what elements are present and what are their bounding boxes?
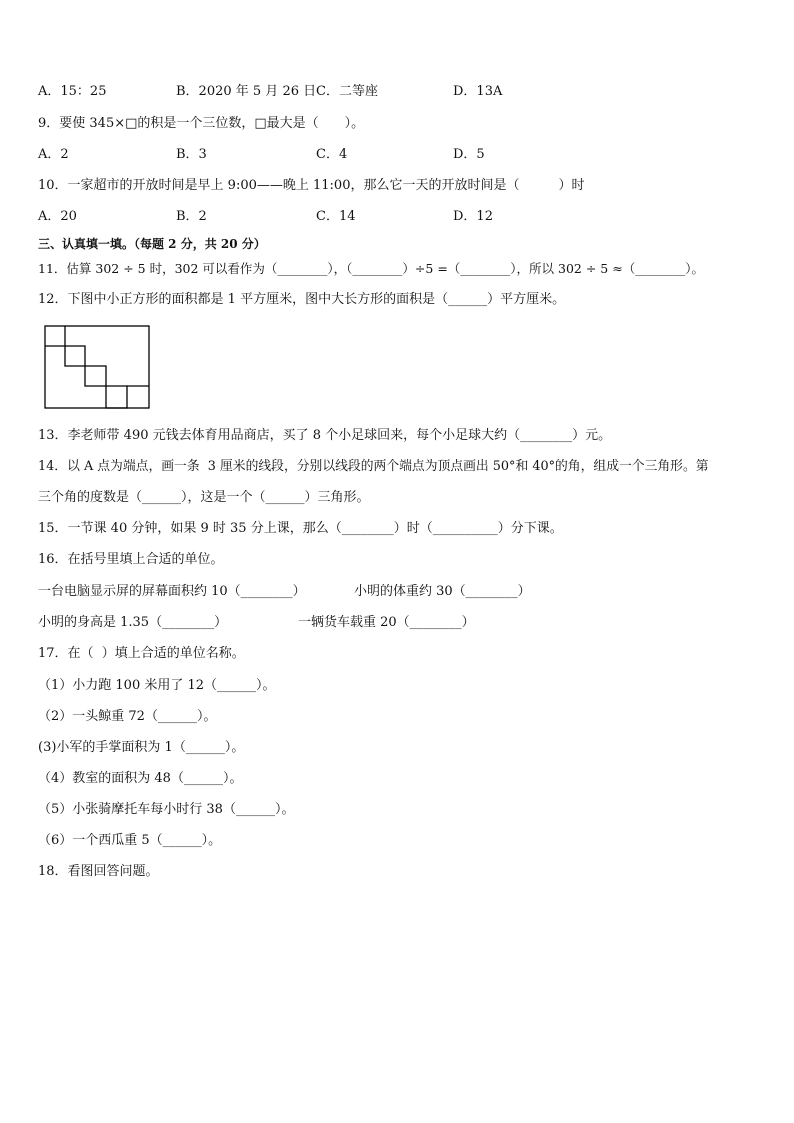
q10-stem: 10．一家超市的开放时间是早上 9:00——晚上 11:00，那么它一天的开放时间是（ ）时 — [38, 178, 585, 193]
q17-item-2: （2）一头鲸重 72（______）。 — [38, 709, 217, 724]
section-3-title: 三、认真填一填。（每题 2 分，共 20 分） — [38, 237, 266, 251]
q17-item-1: （1）小力跑 100 米用了 12（______）。 — [38, 678, 276, 693]
small-square-1 — [45, 326, 65, 346]
q10-option-a: A．20 — [38, 209, 77, 224]
small-square-2 — [65, 346, 85, 366]
q8-option-a: A．15：25 — [38, 84, 107, 99]
q17-item-5: （5）小张骑摩托车每小时行 38（______）。 — [38, 802, 295, 817]
q14-text-line1: 14．以 A 点为端点，画一条 3 厘米的线段，分别以线段的两个端点为顶点画出 50°和 40°的角，组成一个三角形。第 — [38, 459, 709, 474]
q10-option-b: B．2 — [176, 209, 207, 224]
q16-stem: 16．在括号里填上合适的单位。 — [38, 552, 224, 567]
q17-item-4: （4）教室的面积为 48（______）。 — [38, 771, 243, 786]
q8-option-d: D．13A — [453, 84, 503, 99]
q14-text-line2: 三个角的度数是（______），这是一个（______）三角形。 — [38, 490, 370, 505]
q16-item-2: 小明的体重约 30（________） — [354, 584, 531, 599]
q10-option-d: D．12 — [453, 209, 493, 224]
q17-item-3: (3)小军的手掌面积为 1（______）。 — [38, 740, 245, 755]
q9-stem: 9．要使 345×□的积是一个三位数，□最大是（ ）。 — [38, 116, 365, 131]
q12-text: 12．下图中小正方形的面积都是 1 平方厘米，图中大长方形的面积是（______）平方厘米。 — [38, 292, 566, 307]
q9-option-a: A．2 — [38, 147, 69, 162]
q16-item-1: 一台电脑显示屏的屏幕面积约 10（________） — [38, 584, 306, 599]
q8-option-c: C．二等座 — [316, 84, 378, 99]
q18-text: 18．看图回答问题。 — [38, 864, 159, 879]
q17-item-6: （6）一个西瓜重 5（______）。 — [38, 833, 222, 848]
q17-stem: 17．在（ ）填上合适的单位名称。 — [38, 646, 245, 661]
q9-option-d: D．5 — [453, 147, 485, 162]
small-square-4 — [106, 386, 127, 408]
q16-item-4: 一辆货车载重 20（________） — [298, 615, 475, 630]
q8-option-b: B．2020 年 5 月 26 日 — [176, 84, 317, 99]
large-rectangle — [45, 326, 149, 408]
q13-text: 13．李老师带 490 元钱去体育用品商店，买了 8 个小足球回来，每个小足球大约（________）元。 — [38, 428, 612, 443]
q9-option-c: C．4 — [316, 147, 348, 162]
staircase-squares-figure — [44, 324, 152, 410]
q15-text: 15．一节课 40 分钟，如果 9 时 35 分上课，那么（________）时（__________）分下课。 — [38, 521, 563, 536]
q9-option-b: B．3 — [176, 147, 207, 162]
q16-item-3: 小明的身高是 1.35（________） — [38, 615, 228, 630]
small-square-3 — [85, 366, 106, 386]
q11-text: 11．估算 302 ÷ 5 时，302 可以看作为（________），（________）÷5 =（________），所以 302 ÷ 5 ≈（________）。 — [38, 261, 704, 276]
q10-option-c: C．14 — [316, 209, 356, 224]
